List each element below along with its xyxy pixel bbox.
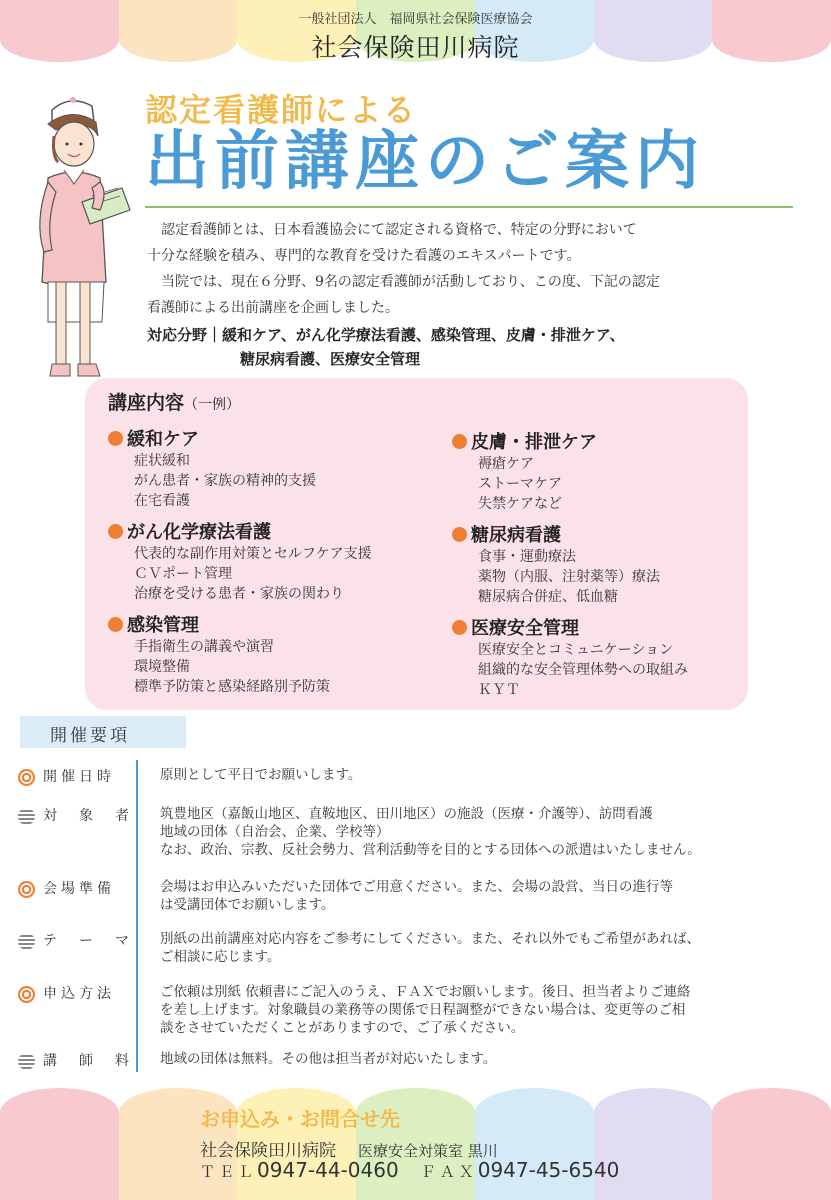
- course-category: [108, 518, 448, 604]
- course-item: 糖尿病合併症、低血糖: [478, 589, 618, 605]
- course-column-right: [452, 428, 742, 707]
- requirement-line: ご相談に応じます。: [160, 949, 281, 965]
- course-item: ストーマケア: [478, 476, 562, 492]
- organization-subtitle: 一般社団法人 福岡県社会保険医療協会: [298, 12, 533, 27]
- tel-number[interactable]: 0947-44-0460: [257, 1158, 399, 1182]
- requirement-value: [160, 805, 820, 859]
- course-item: 食事・運動療法: [478, 549, 576, 565]
- flower-icon: [18, 986, 35, 1003]
- course-category-name: 糖尿病看護: [471, 525, 561, 546]
- requirement-label: 申込方法: [43, 986, 115, 1002]
- course-category-name: 感染管理: [127, 615, 199, 636]
- supported-fields-line: 糖尿病看護、医療安全管理: [240, 350, 421, 368]
- intro-line: 看護師による出前講座を企画しました。: [147, 300, 399, 316]
- requirement-line: 原則として平日でお願いします。: [160, 767, 362, 783]
- course-item: 標準予防策と感染経路別予防策: [134, 679, 330, 695]
- supported-fields-line: 緩和ケア、がん化学療法看護、感染管理、皮膚・排泄ケア、: [222, 326, 625, 344]
- course-category-name: 緩和ケア: [127, 429, 199, 450]
- course-item: 失禁ケアなど: [478, 496, 562, 512]
- flower-icon: [18, 881, 35, 898]
- course-title-example: （一例）: [184, 397, 241, 413]
- course-category: [452, 614, 742, 700]
- requirement-label: 対 象 者: [43, 808, 133, 824]
- course-item: 組織的な安全管理体勢への取組み: [478, 662, 688, 678]
- course-item: ＣＶポート管理: [134, 566, 232, 582]
- requirement-line: ご依頼は別紙 依頼書にご記入のうえ、ＦＡＸでお願いします。後日、担当者よりご連絡: [160, 984, 691, 1000]
- course-item: 褥瘡ケア: [478, 456, 534, 472]
- contact-department: 医療安全対策室 黒川: [358, 1142, 498, 1160]
- bullet-dot-icon: [452, 527, 467, 542]
- course-title-text: 講座内容: [108, 392, 185, 414]
- course-item: 代表的な副作用対策とセルフケア支援: [134, 546, 372, 562]
- bullet-dot-icon: [452, 434, 467, 449]
- organization-name: 社会保険田川病院: [311, 33, 520, 62]
- course-item: 在宅看護: [134, 493, 190, 509]
- course-category: [108, 425, 448, 511]
- requirement-label: 講 師 料: [43, 1053, 133, 1069]
- contact-numbers: [200, 1158, 619, 1182]
- intro-line: 認定看護師とは、日本看護協会にて認定される資格で、特定の分野において: [147, 222, 637, 238]
- course-item: 医療安全とコミュニケーション: [478, 642, 674, 658]
- requirement-value: [160, 930, 820, 966]
- requirement-line: 地域の団体（自治会、企業、学校等）: [160, 824, 390, 840]
- title-divider: [145, 206, 793, 208]
- course-item: 薬物（内服、注射薬等）療法: [478, 569, 660, 585]
- contact-hospital: 社会保険田川病院: [200, 1141, 336, 1161]
- course-item: 症状緩和: [134, 453, 190, 469]
- course-category: [108, 611, 448, 697]
- supported-fields-label: 対応分野｜: [147, 326, 223, 344]
- requirement-label: テ ー マ: [43, 933, 133, 949]
- requirement-value: [160, 878, 820, 914]
- course-category-name: 医療安全管理: [471, 618, 579, 639]
- course-item: 手指衛生の講義や演習: [134, 639, 274, 655]
- intro-line: 十分な経験を積み、専門的な教育を受けた看護のエキスパートです。: [147, 248, 581, 264]
- course-item: 環境整備: [134, 659, 190, 675]
- fax-number: 0947-45-6540: [477, 1158, 620, 1182]
- requirement-line: を差し上げます。対象職員の業務等の関係で日程調整ができない場合は、変更等のご相: [160, 1002, 686, 1018]
- requirement-value: [160, 983, 820, 1037]
- course-category: [452, 428, 742, 514]
- requirement-label: 会場準備: [43, 881, 115, 897]
- requirement-line: 会場はお申込みいただいた団体でご用意ください。また、会場の設営、当日の進行等: [160, 879, 673, 895]
- bullet-dot-icon: [108, 524, 123, 539]
- requirement-value: [160, 1050, 820, 1068]
- course-category: [452, 521, 742, 607]
- requirements-title: 開催要項: [50, 726, 130, 746]
- requirement-line: 別紙の出前講座対応内容をご参考にしてください。また、それ以外でもご希望があれば、: [160, 931, 700, 947]
- course-item: ＫＹＴ: [478, 682, 520, 698]
- striped-circle-icon: [18, 808, 35, 825]
- page-title: 出前講座のご案内: [145, 125, 705, 199]
- bullet-dot-icon: [108, 431, 123, 446]
- requirement-line: 談をさせていただくことがありますので、ご了承ください。: [160, 1020, 525, 1036]
- fax-label: ＦＡＸ: [420, 1163, 478, 1181]
- course-category-name: 皮膚・排泄ケア: [471, 432, 597, 453]
- supported-fields: [147, 323, 807, 371]
- requirement-line: 筑豊地区（嘉飯山地区、直鞍地区、田川地区）の施設（医療・介護等）、訪問看護: [160, 806, 653, 822]
- striped-circle-icon: [18, 1053, 35, 1070]
- intro-line: 当院では、現在６分野、9名の認定看護師が活動しており、この度、下記の認定: [147, 274, 660, 290]
- requirement-label: 開催日時: [43, 769, 115, 785]
- course-content-title: [108, 388, 240, 415]
- tel-label: ＴＥＬ: [200, 1163, 258, 1181]
- intro-paragraph: [147, 217, 807, 321]
- contact-heading: お申込み・お問合せ先: [200, 1107, 400, 1131]
- title-subheading: 認定看護師による: [145, 91, 418, 129]
- course-column-left: [108, 425, 448, 704]
- requirement-value: [160, 766, 820, 784]
- requirement-line: は受講団体でお願いします。: [160, 897, 335, 913]
- requirement-line: 地域の団体は無料。その他は担当者が対応いたします。: [160, 1051, 497, 1067]
- bullet-dot-icon: [108, 617, 123, 632]
- requirement-line: なお、政治、宗教、反社会勢力、営利活動等を目的とする団体への派遣はいたしません。: [160, 842, 701, 858]
- bullet-dot-icon: [452, 620, 467, 635]
- course-category-name: がん化学療法看護: [127, 522, 271, 543]
- striped-circle-icon: [18, 933, 35, 950]
- course-item: 治療を受ける患者・家族の関わり: [134, 586, 344, 602]
- course-item: がん患者・家族の精神的支援: [134, 473, 316, 489]
- nurse-illustration: [22, 92, 132, 397]
- flower-icon: [18, 769, 35, 786]
